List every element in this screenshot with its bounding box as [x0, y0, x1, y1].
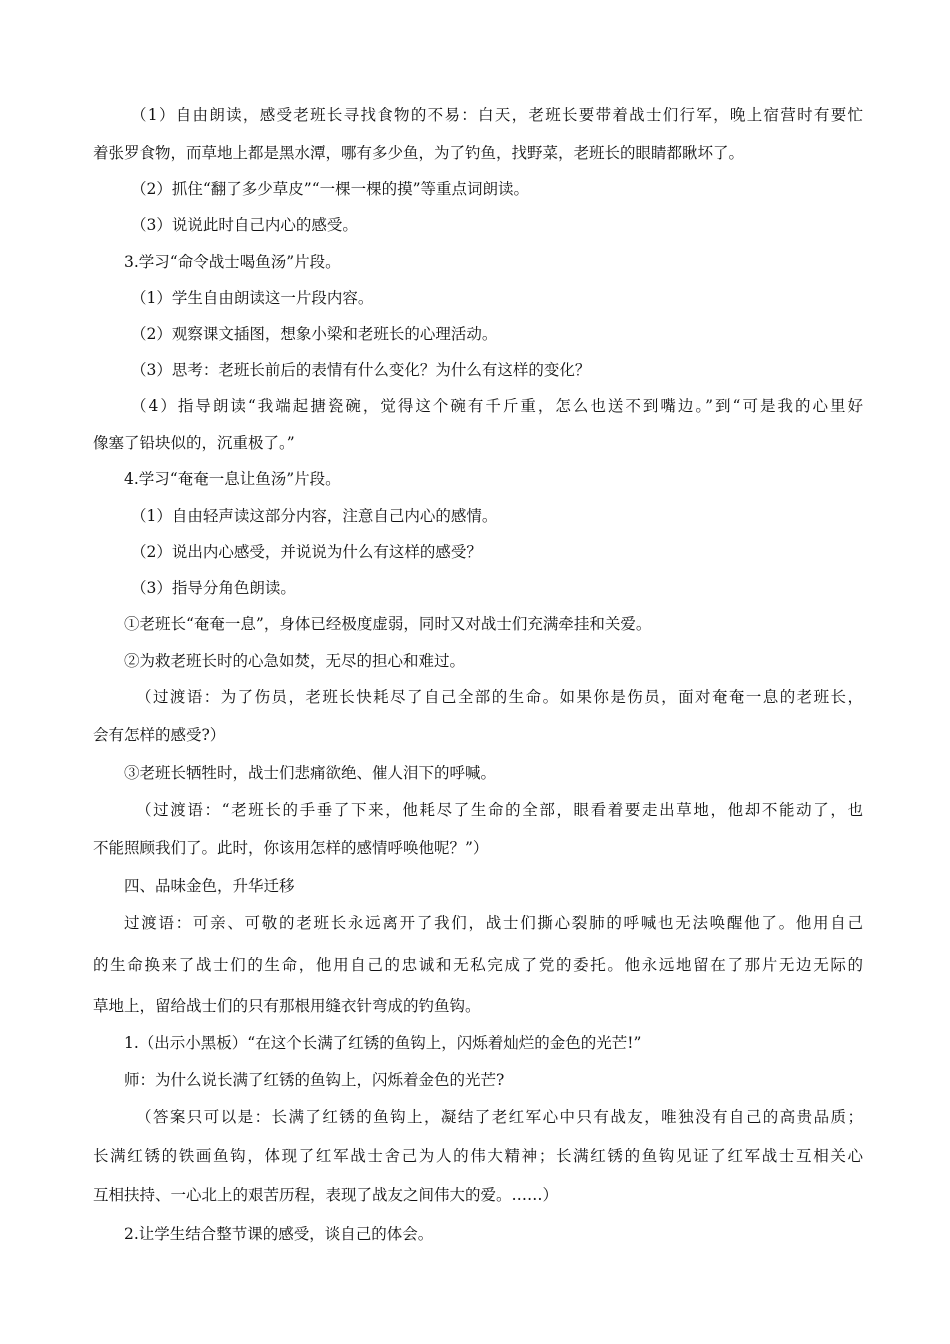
- paragraph-line: 不能照顾我们了。此时，你该用怎样的感情呼唤他呢？”）: [93, 839, 489, 857]
- paragraph-line: （2）抓住“翻了多少草皮”“一棵一棵的摸”等重点词朗读。: [131, 180, 530, 198]
- paragraph-line: 长满红锈的铁画鱼钩，体现了红军战士舍己为人的伟大精神；长满红锈的鱼钩见证了红军战士互相关心: [93, 1147, 863, 1165]
- paragraph-line: （1）自由朗读，感受老班长寻找食物的不易：白天，老班长要带着战士们行军，晚上宿营时有要忙: [131, 106, 863, 124]
- paragraph-line: 草地上，留给战士们的只有那根用缝衣针弯成的钓鱼钩。: [93, 997, 481, 1015]
- paragraph-line: 像塞了铅块似的，沉重极了。”: [93, 434, 295, 452]
- paragraph-line: （3）指导分角色朗读。: [131, 579, 296, 597]
- paragraph-line: 互相扶持、一心北上的艰苦历程，表现了战友之间伟大的爱。……）: [93, 1186, 559, 1204]
- paragraph-line: （答案只可以是：长满了红锈的鱼钩上，凝结了老红军心中只有战友，唯独没有自己的高贵品质；: [136, 1108, 863, 1126]
- paragraph-line: 1.（出示小黑板）“在这个长满了红锈的鱼钩上，闪烁着灿烂的金色的光芒!”: [124, 1034, 642, 1052]
- paragraph-line: （1）自由轻声读这部分内容，注意自己内心的感情。: [131, 507, 498, 525]
- paragraph-line: （4）指导朗读“我端起搪瓷碗，觉得这个碗有千斤重，怎么也送不到嘴边。”到“可是我的心里好: [131, 397, 863, 415]
- paragraph-line: ③老班长牺牲时，战士们悲痛欲绝、催人泪下的呼喊。: [124, 764, 497, 782]
- paragraph-line: 师：为什么说长满了红锈的鱼钩上，闪烁着金色的光芒?: [124, 1071, 505, 1089]
- paragraph-line: 会有怎样的感受?）: [93, 726, 226, 744]
- paragraph-line: （过渡语：“老班长的手垂了下来，他耗尽了生命的全部，眼看着要走出草地，他却不能动了，也: [136, 801, 863, 819]
- paragraph-line: ②为救老班长时的心急如焚，无尽的担心和难过。: [124, 652, 466, 670]
- paragraph-line: （3）思考：老班长前后的表情有什么变化？为什么有这样的变化？: [131, 361, 591, 379]
- paragraph-line: （3）说说此时自己内心的感受。: [131, 216, 358, 234]
- section-heading: 四、品味金色，升华迁移: [124, 877, 295, 895]
- paragraph-line: 2.让学生结合整节课的感受，谈自己的体会。: [124, 1225, 434, 1243]
- paragraph-line: （过渡语：为了伤员，老班长快耗尽了自己全部的生命。如果你是伤员，面对奄奄一息的老班长，: [136, 688, 863, 706]
- section-heading: 4.学习“奄奄一息让鱼汤”片段。: [124, 470, 341, 488]
- paragraph-line: （2）观察课文插图，想象小梁和老班长的心理活动。: [131, 325, 498, 343]
- paragraph-line: ①老班长“奄奄一息”，身体已经极度虚弱，同时又对战士们充满牵挂和关爱。: [124, 615, 652, 633]
- paragraph-line: 过渡语：可亲、可敬的老班长永远离开了我们，战士们撕心裂肺的呼喊也无法唤醒他了。他用自己: [124, 914, 863, 932]
- section-heading: 3.学习“命令战士喝鱼汤”片段。: [124, 253, 341, 271]
- paragraph-line: 的生命换来了战士们的生命，他用自己的忠诚和无私完成了党的委托。他永远地留在了那片无边无际的: [93, 956, 863, 974]
- paragraph-line: （2）说出内心感受，并说说为什么有这样的感受？: [131, 543, 482, 561]
- paragraph-line: 着张罗食物，而草地上都是黑水潭，哪有多少鱼，为了钓鱼，找野菜，老班长的眼睛都瞅坏了。: [93, 144, 745, 162]
- paragraph-line: （1）学生自由朗读这一片段内容。: [131, 289, 374, 307]
